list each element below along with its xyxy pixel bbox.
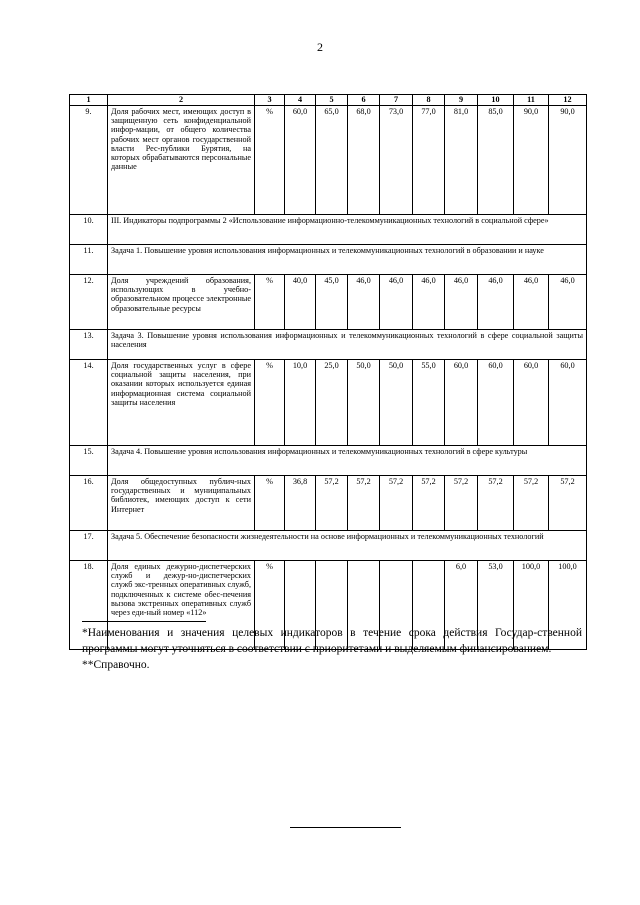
value-cell: 10,0	[285, 360, 316, 446]
table-row	[70, 275, 587, 330]
value-cell: 6,0	[445, 561, 478, 650]
value-cell: 36,8	[285, 476, 316, 531]
table-row	[70, 106, 587, 215]
value-cell: 57,2	[549, 476, 587, 531]
value-cell: 46,0	[445, 275, 478, 330]
value-cell: 60,0	[445, 360, 478, 446]
value-cell: 57,2	[478, 476, 514, 531]
value-cell: 77,0	[413, 106, 445, 215]
row-number: 11.	[70, 245, 108, 275]
value-cell: 53,0	[478, 561, 514, 650]
section-row	[70, 215, 587, 245]
section-title: Задача 5. Обеспечение безопасности жизнедеятельности на основе информационных и телекоммуникационных технологий	[108, 531, 587, 561]
column-header: 3	[255, 95, 285, 106]
value-cell: 45,0	[316, 275, 348, 330]
unit-cell: %	[255, 106, 285, 215]
unit-cell: %	[255, 275, 285, 330]
column-header: 7	[380, 95, 413, 106]
page-number: 2	[317, 40, 323, 54]
value-cell: 100,0	[514, 561, 549, 650]
value-cell: 60,0	[478, 360, 514, 446]
value-cell: 68,0	[348, 106, 380, 215]
column-header: 5	[316, 95, 348, 106]
value-cell: 46,0	[549, 275, 587, 330]
column-header: 6	[348, 95, 380, 106]
value-cell: 57,2	[348, 476, 380, 531]
value-cell: 40,0	[285, 275, 316, 330]
table-header	[70, 95, 587, 106]
section-row	[70, 531, 587, 561]
indicator-name: Доля рабочих мест, имеющих доступ в защищенную сеть конфиденциальной инфор-мации, от общего количества рабочих мест органов государственной власти Рес-публики Бурятия, на которых обрабатываются персональные данные	[108, 106, 255, 215]
footnote-divider	[82, 621, 206, 622]
indicator-name: Доля государственных услуг в сфере социальной защиты населения, при оказании которых используется единая информационная система социальной защиты населения	[108, 360, 255, 446]
column-header: 1	[70, 95, 108, 106]
row-number: 16.	[70, 476, 108, 531]
row-number: 13.	[70, 330, 108, 360]
column-header: 9	[445, 95, 478, 106]
column-header: 8	[413, 95, 445, 106]
footnote-names-values: *Наименования и значения целевых индикаторов в течение срока действия Государ-ственной программы могут уточняться в соответствии с приоритетами и выделяемым финансированием.	[82, 627, 582, 655]
row-number: 12.	[70, 275, 108, 330]
value-cell: 60,0	[549, 360, 587, 446]
value-cell: 57,2	[445, 476, 478, 531]
value-cell: 65,0	[316, 106, 348, 215]
end-divider	[290, 827, 401, 828]
section-row	[70, 330, 587, 360]
section-title: Задача 1. Повышение уровня использования информационных и телекоммуникационных технологий в образовании и науке	[108, 245, 587, 275]
table-row	[70, 360, 587, 446]
value-cell: 90,0	[549, 106, 587, 215]
column-header: 11	[514, 95, 549, 106]
footnotes	[82, 626, 582, 674]
value-cell: 60,0	[514, 360, 549, 446]
header-row	[70, 95, 587, 106]
section-title: Задача 4. Повышение уровня использования информационных и телекоммуникационных технологий в сфере культуры	[108, 446, 587, 476]
value-cell: 46,0	[413, 275, 445, 330]
value-cell: 25,0	[316, 360, 348, 446]
section-row	[70, 245, 587, 275]
column-header: 12	[549, 95, 587, 106]
row-number: 15.	[70, 446, 108, 476]
row-number: 17.	[70, 531, 108, 561]
table-row	[70, 476, 587, 531]
table-body	[70, 106, 587, 650]
column-header: 4	[285, 95, 316, 106]
indicator-name: Доля общедоступных публич-ных государственных и муниципальных библиотек, имеющих доступ к сети Интернет	[108, 476, 255, 531]
value-cell: 57,2	[413, 476, 445, 531]
value-cell: 73,0	[380, 106, 413, 215]
indicator-name: Доля единых дежурно-диспетчерских служб и дежур-но-диспетчерских служб экс-тренных оперативных служб, подключенных к системе обес-печения вызова экстренных оперативных служб через еди-ный номер «112»	[108, 561, 255, 650]
row-number: 10.	[70, 215, 108, 245]
column-header: 10	[478, 95, 514, 106]
row-number: 18.	[70, 561, 108, 650]
value-cell: 46,0	[514, 275, 549, 330]
value-cell: 60,0	[285, 106, 316, 215]
section-title: Задача 3. Повышение уровня использования информационных и телекоммуникационных технологий в сфере социальной защиты населения	[108, 330, 587, 360]
value-cell: 46,0	[348, 275, 380, 330]
section-row	[70, 446, 587, 476]
value-cell: 57,2	[316, 476, 348, 531]
value-cell: 100,0	[549, 561, 587, 650]
row-number: 9.	[70, 106, 108, 215]
value-cell: 57,2	[380, 476, 413, 531]
column-header: 2	[108, 95, 255, 106]
value-cell: 46,0	[380, 275, 413, 330]
indicator-name: Доля учреждений образования, использующих в учебно-образовательном процессе электронные образовательные ресурсы	[108, 275, 255, 330]
value-cell: 57,2	[514, 476, 549, 531]
indicators-table	[69, 94, 587, 650]
footnote-reference: **Справочно.	[82, 658, 150, 671]
unit-cell: %	[255, 360, 285, 446]
value-cell: 46,0	[478, 275, 514, 330]
value-cell: 85,0	[478, 106, 514, 215]
row-number: 14.	[70, 360, 108, 446]
unit-cell: %	[255, 476, 285, 531]
unit-cell: %	[255, 561, 285, 650]
section-title: III. Индикаторы подпрограммы 2 «Использование информационно-телекоммуникационных технологий в социальной сфере»	[108, 215, 587, 245]
value-cell: 50,0	[348, 360, 380, 446]
value-cell: 55,0	[413, 360, 445, 446]
value-cell: 50,0	[380, 360, 413, 446]
value-cell: 81,0	[445, 106, 478, 215]
value-cell: 90,0	[514, 106, 549, 215]
